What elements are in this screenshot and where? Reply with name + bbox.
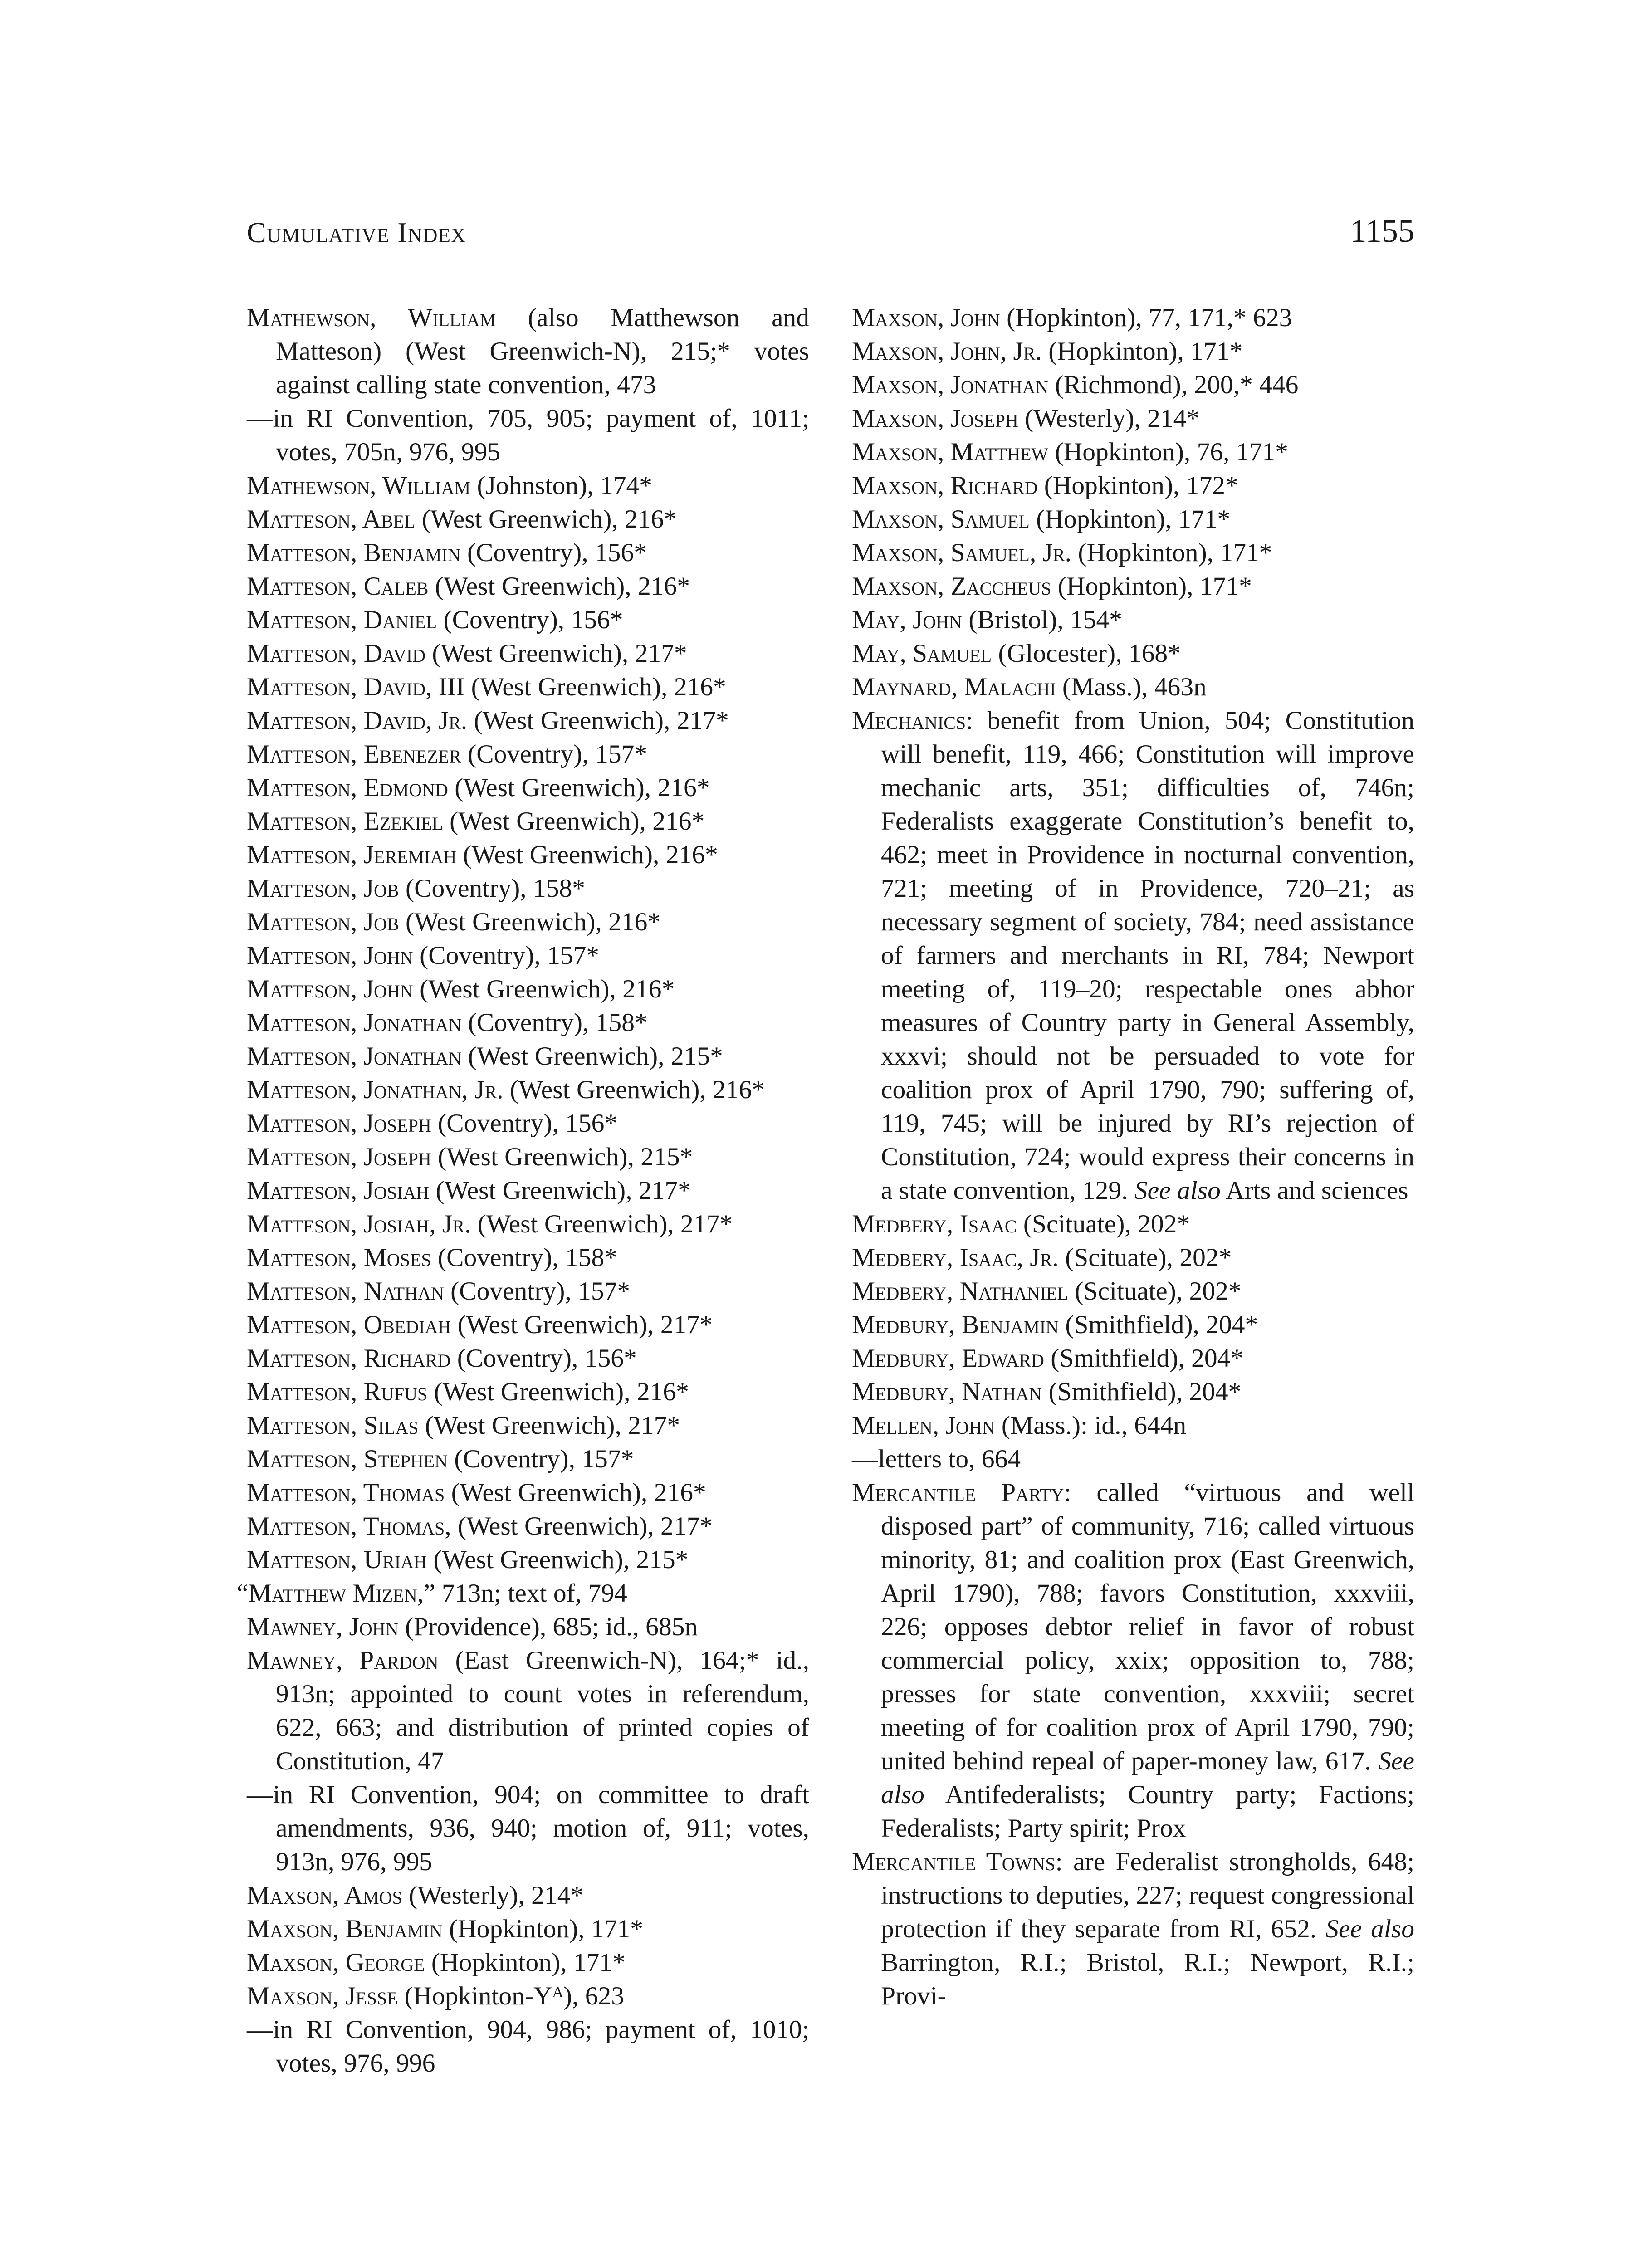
entry-headword: Matteson, Job bbox=[247, 874, 399, 903]
index-entry bbox=[247, 973, 809, 1006]
entry-headword: Medbury, Nathan bbox=[852, 1378, 1042, 1406]
entry-text: (West Greenwich), 215* bbox=[461, 1042, 723, 1070]
entry-text: (Scituate), 202* bbox=[1058, 1243, 1232, 1272]
entry-text: —letters to, 664 bbox=[852, 1445, 1021, 1473]
entry-headword: Matteson, Joseph bbox=[247, 1143, 431, 1171]
entry-headword: Mercantile Towns: bbox=[852, 1848, 1063, 1876]
index-entry bbox=[247, 1980, 809, 2013]
index-entry bbox=[852, 1275, 1414, 1308]
entry-text: called “virtuous and well disposed part” of community, 716; called virtuous minority, 81; and coalition prox (East Greenwich, April 1790), 788; favors Constitution, xxxviii, 226; opposes debtor relief in favor of robust commercial policy, xxix; opposition to, 788; presses for state convention, xxxviii; secret meeting of for coalition prox of April 1790, 790; united behind repeal of paper-money law, 617. bbox=[881, 1478, 1414, 1775]
entry-text: (Westerly), 214* bbox=[1018, 404, 1200, 433]
entry-headword: Medbery, Nathaniel bbox=[852, 1277, 1068, 1305]
entry-headword: Matteson, Jonathan bbox=[247, 1008, 462, 1037]
entry-headword: Mawney, John bbox=[247, 1613, 399, 1641]
entry-text: (West Greenwich), 216* bbox=[413, 975, 675, 1003]
entry-headword: Maxson, Richard bbox=[852, 471, 1038, 500]
entry-headword: Mellen, John bbox=[852, 1411, 995, 1440]
index-entry bbox=[247, 1476, 809, 1510]
entry-headword: Matteson, Ebenezer bbox=[247, 740, 461, 768]
entry-headword: Maxson, Samuel bbox=[852, 505, 1030, 533]
entry-headword: Matteson, David, Jr. bbox=[247, 706, 468, 735]
entry-text: (West Greenwich), 216* bbox=[464, 673, 726, 701]
entry-headword: Matteson, Thomas bbox=[247, 1478, 445, 1507]
index-entry bbox=[247, 1174, 809, 1207]
index-entry bbox=[852, 637, 1414, 670]
entry-text: (Hopkinton), 76, 171* bbox=[1048, 438, 1288, 466]
index-entry bbox=[247, 1308, 809, 1342]
see-also-targets: Arts and sciences bbox=[1220, 1176, 1408, 1205]
index-entry bbox=[852, 603, 1414, 637]
index-entry bbox=[852, 435, 1414, 469]
index-entry bbox=[247, 1006, 809, 1040]
entry-headword: Medbery, Isaac, Jr. bbox=[852, 1243, 1059, 1272]
entry-text: (Mass.), 463n bbox=[1056, 673, 1207, 701]
entry-headword: Maxson, Jonathan bbox=[852, 371, 1049, 399]
entry-text: (Hopkinton), 171* bbox=[1041, 337, 1243, 366]
index-entry bbox=[247, 1409, 809, 1442]
entry-headword: Matteson, Uriah bbox=[247, 1545, 427, 1574]
index-entry bbox=[247, 1241, 809, 1275]
index-entry bbox=[247, 1040, 809, 1073]
index-entry bbox=[247, 1342, 809, 1375]
entry-text: (West Greenwich), 217* bbox=[451, 1310, 713, 1339]
index-entry bbox=[247, 469, 809, 503]
index-entry bbox=[852, 368, 1414, 402]
see-also-targets: Barrington, R.I.; Bristol, R.I.; Newport, R.I.; Provi- bbox=[881, 1948, 1414, 2010]
index-entry bbox=[247, 1510, 809, 1543]
entry-text: benefit from Union, 504; Constitution will benefit, 119, 466; Constitution will improve mechanic arts, 351; difficulties of, 746n; Federalists exaggerate Constitution’s benefit to, 462; meet in Providence in nocturnal convention, 721; meeting of in Providence, 720–21; as necessary segment of society, 784; need assistance of farmers and merchants in RI, 784; Newport meeting of, 119–20; respectable ones abhor measures of Country party in General Assembly, xxxvi; should not be persuaded to vote for coalition prox of April 1790, 790; suffering of, 119, 745; will be injured by RI’s rejection of Constitution, 724; would express their concerns in a state convention, 129. bbox=[881, 706, 1414, 1205]
running-head: Cumulative Index bbox=[247, 216, 466, 249]
entry-text: (Hopkinton-Yᴬ), 623 bbox=[398, 1982, 624, 2010]
entry-text: (Hopkinton), 171* bbox=[425, 1948, 626, 1977]
index-entry bbox=[852, 1476, 1414, 1845]
index-entry bbox=[247, 1946, 809, 1980]
entry-text: (also Matthewson and Matteson) (West Greenwich-N), 215;* votes against calling state convention, 473 bbox=[276, 303, 809, 399]
entry-text: (Hopkinton), 172* bbox=[1037, 471, 1238, 500]
index-entry bbox=[247, 1644, 809, 1778]
index-entry bbox=[852, 402, 1414, 435]
entry-headword: Medbery, Isaac bbox=[852, 1210, 1017, 1238]
index-entry bbox=[247, 1879, 809, 1912]
entry-headword: Medbury, Benjamin bbox=[852, 1310, 1059, 1339]
entry-headword: Mathewson, William bbox=[247, 303, 496, 332]
entry-text: (Hopkinton), 171* bbox=[1051, 572, 1252, 601]
index-subentry bbox=[247, 402, 809, 469]
index-entry bbox=[852, 469, 1414, 503]
entry-headword: Matteson, Edmond bbox=[247, 773, 448, 802]
entry-headword: Matteson, Obediah bbox=[247, 1310, 451, 1339]
see-also-targets: Antifederalists; Country party; Factions; Federalists; Party spirit; Prox bbox=[881, 1780, 1414, 1843]
index-entry bbox=[247, 1140, 809, 1174]
entry-text: (West Greenwich), 216* bbox=[445, 1478, 706, 1507]
index-entry bbox=[237, 1577, 809, 1610]
entry-text: (West Greenwich), 216* bbox=[503, 1075, 765, 1104]
index-entry bbox=[852, 1409, 1414, 1442]
entry-headword: Matteson, Nathan bbox=[247, 1277, 444, 1305]
entry-text: (West Greenwich), 217* bbox=[471, 1210, 733, 1238]
index-entry bbox=[247, 1207, 809, 1241]
entry-text: (West Greenwich), 217* bbox=[425, 639, 687, 668]
entry-text: (Richmond), 200,* 446 bbox=[1048, 371, 1299, 399]
entry-text: (West Greenwich), 216* bbox=[448, 773, 710, 802]
index-entry bbox=[247, 536, 809, 570]
entry-text: (West Greenwich), 217* bbox=[429, 1176, 691, 1205]
entry-headword: Mercantile Party: bbox=[852, 1478, 1071, 1507]
index-entry bbox=[247, 570, 809, 603]
entry-headword: Matteson, Daniel bbox=[247, 606, 437, 634]
index-entry bbox=[247, 301, 809, 402]
entry-text: (Hopkinton), 171* bbox=[1029, 505, 1231, 533]
entry-text: (Smithfield), 204* bbox=[1042, 1378, 1242, 1406]
entry-headword: Matteson, Stephen bbox=[247, 1445, 448, 1473]
entry-headword: Matteson, Moses bbox=[247, 1243, 431, 1272]
index-entry bbox=[852, 670, 1414, 704]
entry-text: (Smithfield), 204* bbox=[1059, 1310, 1258, 1339]
entry-text: (Johnston), 174* bbox=[470, 471, 652, 500]
entry-headword: Matteson, Richard bbox=[247, 1344, 451, 1373]
entry-text: (West Greenwich), 216* bbox=[443, 807, 705, 836]
entry-text: (West Greenwich), 216* bbox=[399, 908, 661, 936]
index-entry bbox=[247, 1375, 809, 1409]
index-entry bbox=[247, 905, 809, 939]
index-entry bbox=[247, 1073, 809, 1107]
entry-headword: Matteson, Jonathan bbox=[247, 1042, 462, 1070]
index-entry bbox=[247, 704, 809, 738]
index-entry bbox=[247, 1543, 809, 1577]
entry-text: (Providence), 685; id., 685n bbox=[398, 1613, 698, 1641]
entry-headword: Matteson, Ezekiel bbox=[247, 807, 443, 836]
entry-headword: Maxson, Samuel, Jr. bbox=[852, 538, 1072, 567]
entry-headword: Matteson, Josiah bbox=[247, 1176, 430, 1205]
entry-headword: Matteson, Benjamin bbox=[247, 538, 461, 567]
entry-text: (Coventry), 156* bbox=[431, 1109, 618, 1138]
entry-headword: Maxson, Joseph bbox=[852, 404, 1018, 433]
entry-text: (Scituate), 202* bbox=[1068, 1277, 1242, 1305]
entry-text: (Coventry), 158* bbox=[399, 874, 586, 903]
index-entry bbox=[852, 536, 1414, 570]
entry-text: (Coventry), 158* bbox=[461, 1008, 648, 1037]
entry-headword: Maxson, Amos bbox=[247, 1881, 402, 1910]
index-entry bbox=[852, 1342, 1414, 1375]
index-entry bbox=[852, 503, 1414, 536]
index-entry bbox=[247, 1610, 809, 1644]
entry-headword: Matteson, Rufus bbox=[247, 1378, 428, 1406]
see-also-label: See also bbox=[1325, 1915, 1414, 1943]
index-column-left bbox=[237, 301, 809, 2080]
entry-text: (West Greenwich), 215* bbox=[431, 1143, 693, 1171]
entry-text: (West Greenwich), 217* bbox=[418, 1411, 680, 1440]
index-subentry bbox=[247, 2013, 809, 2080]
entry-headword: Matteson, Joseph bbox=[247, 1109, 431, 1138]
entry-text: (West Greenwich), 217* bbox=[451, 1512, 713, 1540]
entry-headword: Matteson, Job bbox=[247, 908, 399, 936]
index-entry bbox=[247, 805, 809, 838]
entry-text: (Westerly), 214* bbox=[402, 1881, 584, 1910]
entry-headword: Matteson, Silas bbox=[247, 1411, 419, 1440]
entry-headword: Maxson, Matthew bbox=[852, 438, 1049, 466]
entry-text: (Coventry), 156* bbox=[460, 538, 647, 567]
index-entry bbox=[247, 1912, 809, 1946]
index-entry bbox=[247, 771, 809, 805]
entry-text: (West Greenwich), 216* bbox=[428, 572, 690, 601]
index-entry bbox=[852, 301, 1414, 335]
page-number: 1155 bbox=[1350, 213, 1414, 249]
entry-text: (West Greenwich), 216* bbox=[456, 841, 718, 869]
page-header bbox=[247, 212, 1414, 253]
entry-headword: Maxson, Zaccheus bbox=[852, 572, 1051, 601]
entry-text: —in RI Convention, 904; on committee to draft amendments, 936, 940; motion of, 911; votes, 913n, 976, 995 bbox=[247, 1780, 809, 1876]
index-entry bbox=[247, 670, 809, 704]
index-entry bbox=[247, 872, 809, 905]
entry-headword: Maxson, Jesse bbox=[247, 1982, 398, 2010]
entry-headword: Matteson, Caleb bbox=[247, 572, 429, 601]
entry-headword: Maxson, John, Jr. bbox=[852, 337, 1042, 366]
index-entry bbox=[247, 939, 809, 973]
entry-headword: Maxson, Benjamin bbox=[247, 1915, 443, 1943]
entry-text: (West Greenwich), 215* bbox=[426, 1545, 689, 1574]
index-entry bbox=[247, 738, 809, 771]
entry-text: (Glocester), 168* bbox=[992, 639, 1181, 668]
entry-text: (East Greenwich-N), 164;* id., 913n; appointed to count votes in referendum, 622, 663; and distribution of printed copies of Constitution, 47 bbox=[276, 1646, 809, 1775]
entry-headword: Matteson, Jeremiah bbox=[247, 841, 457, 869]
entry-text: (Coventry), 156* bbox=[450, 1344, 637, 1373]
entry-text: (West Greenwich), 216* bbox=[427, 1378, 689, 1406]
entry-headword: May, Samuel bbox=[852, 639, 992, 668]
entry-text: (Coventry), 157* bbox=[447, 1445, 634, 1473]
entry-text: (Hopkinton), 171* bbox=[1071, 538, 1272, 567]
entry-headword: Matteson, Josiah, Jr. bbox=[247, 1210, 471, 1238]
index-subentry bbox=[852, 1442, 1414, 1476]
entry-headword: Matteson, David bbox=[247, 639, 425, 668]
entry-text: 713n; text of, 794 bbox=[435, 1579, 627, 1608]
entry-headword: Matteson, John bbox=[247, 941, 413, 970]
entry-text: (Smithfield), 204* bbox=[1044, 1344, 1244, 1373]
entry-headword: Maxson, George bbox=[247, 1948, 425, 1977]
entry-text: (Mass.): id., 644n bbox=[995, 1411, 1187, 1440]
entry-headword: Maynard, Malachi bbox=[852, 673, 1056, 701]
entry-headword: “Matthew Mizen,” bbox=[237, 1579, 435, 1608]
index-entry bbox=[247, 1107, 809, 1140]
entry-text: (Coventry), 157* bbox=[444, 1277, 631, 1305]
entry-headword: Mawney, Pardon bbox=[247, 1646, 439, 1675]
entry-headword: Matteson, Jonathan, Jr. bbox=[247, 1075, 504, 1104]
entry-headword: Matteson, David, III bbox=[247, 673, 465, 701]
index-entry bbox=[852, 1207, 1414, 1241]
see-also-label: See also bbox=[881, 1747, 1414, 1809]
entry-headword: Mechanics: bbox=[852, 706, 973, 735]
index-entry bbox=[247, 838, 809, 872]
index-subentry bbox=[247, 1778, 809, 1879]
index-entry bbox=[247, 1442, 809, 1476]
entry-text: (Bristol), 154* bbox=[962, 606, 1122, 634]
index-entry bbox=[247, 503, 809, 536]
entry-headword: Mathewson, William bbox=[247, 471, 471, 500]
index-entry bbox=[852, 1308, 1414, 1342]
entry-headword: Matteson, Thomas, bbox=[247, 1512, 451, 1540]
entry-headword: Medbury, Edward bbox=[852, 1344, 1044, 1373]
entry-headword: May, John bbox=[852, 606, 963, 634]
index-entry bbox=[247, 603, 809, 637]
entry-text: are Federalist strongholds, 648; instructions to deputies, 227; request congressional protection if they separate from RI, 652. bbox=[881, 1848, 1414, 1943]
entry-text: —in RI Convention, 904, 986; payment of, 1010; votes, 976, 996 bbox=[247, 2015, 809, 2077]
index-column-right bbox=[852, 301, 1414, 2013]
entry-text: (Coventry), 157* bbox=[413, 941, 600, 970]
entry-text: (Hopkinton), 171* bbox=[442, 1915, 643, 1943]
see-also-label: See also bbox=[1134, 1176, 1221, 1205]
index-entry bbox=[852, 1241, 1414, 1275]
index-entry bbox=[247, 637, 809, 670]
entry-text: (Scituate), 202* bbox=[1017, 1210, 1190, 1238]
entry-text: (Coventry), 157* bbox=[461, 740, 648, 768]
entry-headword: Matteson, Abel bbox=[247, 505, 416, 533]
entry-text: (West Greenwich), 216* bbox=[415, 505, 677, 533]
entry-headword: Maxson, John bbox=[852, 303, 1000, 332]
entry-text: (Coventry), 156* bbox=[437, 606, 623, 634]
index-entry bbox=[852, 1845, 1414, 2013]
entry-text: (West Greenwich), 217* bbox=[467, 706, 729, 735]
index-entry bbox=[852, 704, 1414, 1207]
entry-text: (Coventry), 158* bbox=[431, 1243, 618, 1272]
index-entry bbox=[852, 570, 1414, 603]
index-entry bbox=[247, 1275, 809, 1308]
index-entry bbox=[852, 1375, 1414, 1409]
entry-headword: Matteson, John bbox=[247, 975, 413, 1003]
entry-text: (Hopkinton), 77, 171,* 623 bbox=[1000, 303, 1292, 332]
entry-text: —in RI Convention, 705, 905; payment of, 1011; votes, 705n, 976, 995 bbox=[247, 404, 809, 466]
index-entry bbox=[852, 335, 1414, 368]
